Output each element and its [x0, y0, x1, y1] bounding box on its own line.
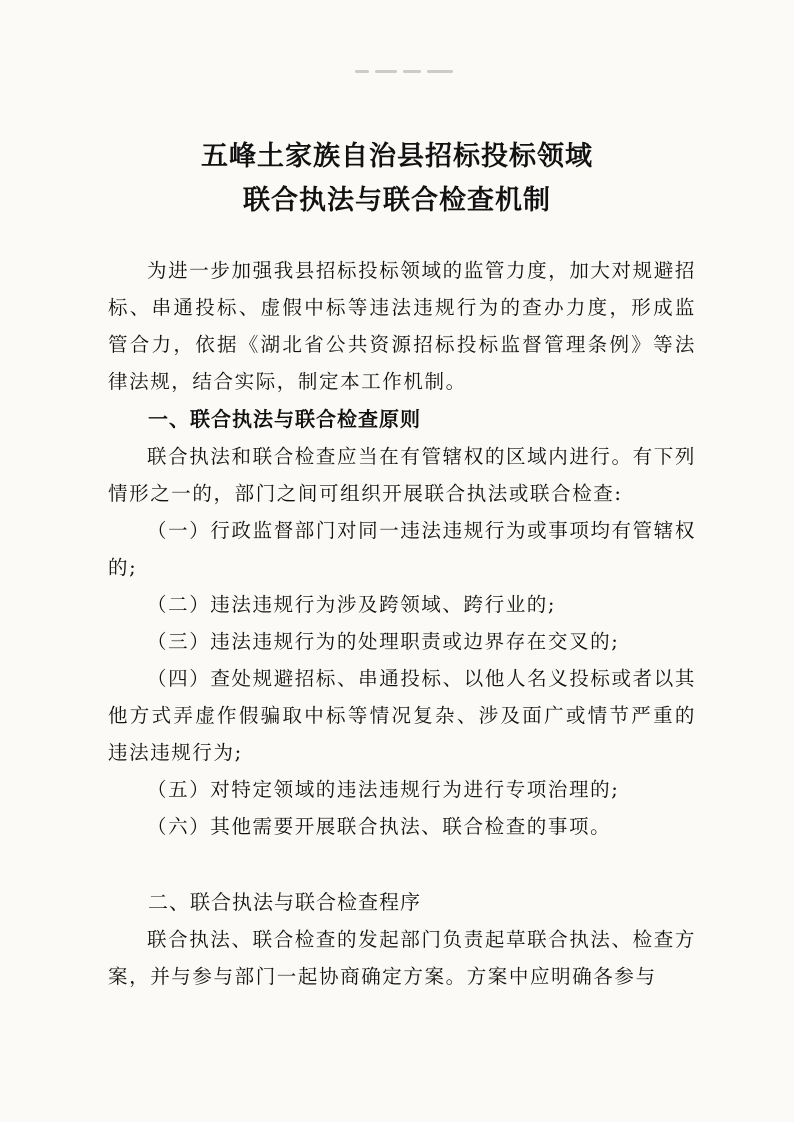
list-item-6: （六）其他需要开展联合执法、联合检查的事项。 — [147, 815, 612, 838]
document-title-line1: 五峰土家族自治县招标投标领域 — [201, 141, 593, 172]
list-item-1: （一）行政监督部门对同一违法违规行为或事项均有管辖权的; — [108, 519, 696, 579]
header-mark — [355, 64, 465, 78]
list-item-3: （三）违法违规行为的处理职责或边界存在交叉的; — [147, 630, 620, 653]
list-item-2: （二）违法违规行为涉及跨领域、跨行业的; — [147, 593, 557, 616]
section2-body: 联合执法、联合检查的发起部门负责起草联合执法、检查方案，并与参与部门一起协商确定方案。方案中应明确各参与 — [108, 928, 696, 988]
section1-heading: 一、联合执法与联合检查原则 — [148, 407, 421, 431]
list-item-4: （四）查处规避招标、串通投标、以他人名义投标或者以其他方式弄虚作假骗取中标等情况复杂、涉及面广或情节严重的违法违规行为; — [108, 667, 696, 764]
list-item-5: （五）对特定领域的违法违规行为进行专项治理的; — [147, 778, 620, 801]
intro-paragraph: 为进一步加强我县招标投标领域的监管力度，加大对规避招标、串通投标、虚假中标等违法违规行为的查办力度，形成监管合力，依据《湖北省公共资源招标投标监督管理条例》等法律法规，结合实际，制定本工作机制。 — [108, 259, 696, 393]
section2-heading: 二、联合执法与联合检查程序 — [148, 890, 421, 914]
section1-body: 联合执法和联合检查应当在有管辖权的区域内进行。有下列情形之一的，部门之间可组织开展联合执法或联合检查: — [108, 445, 696, 505]
document-title-line2: 联合执法与联合检查机制 — [243, 185, 551, 216]
